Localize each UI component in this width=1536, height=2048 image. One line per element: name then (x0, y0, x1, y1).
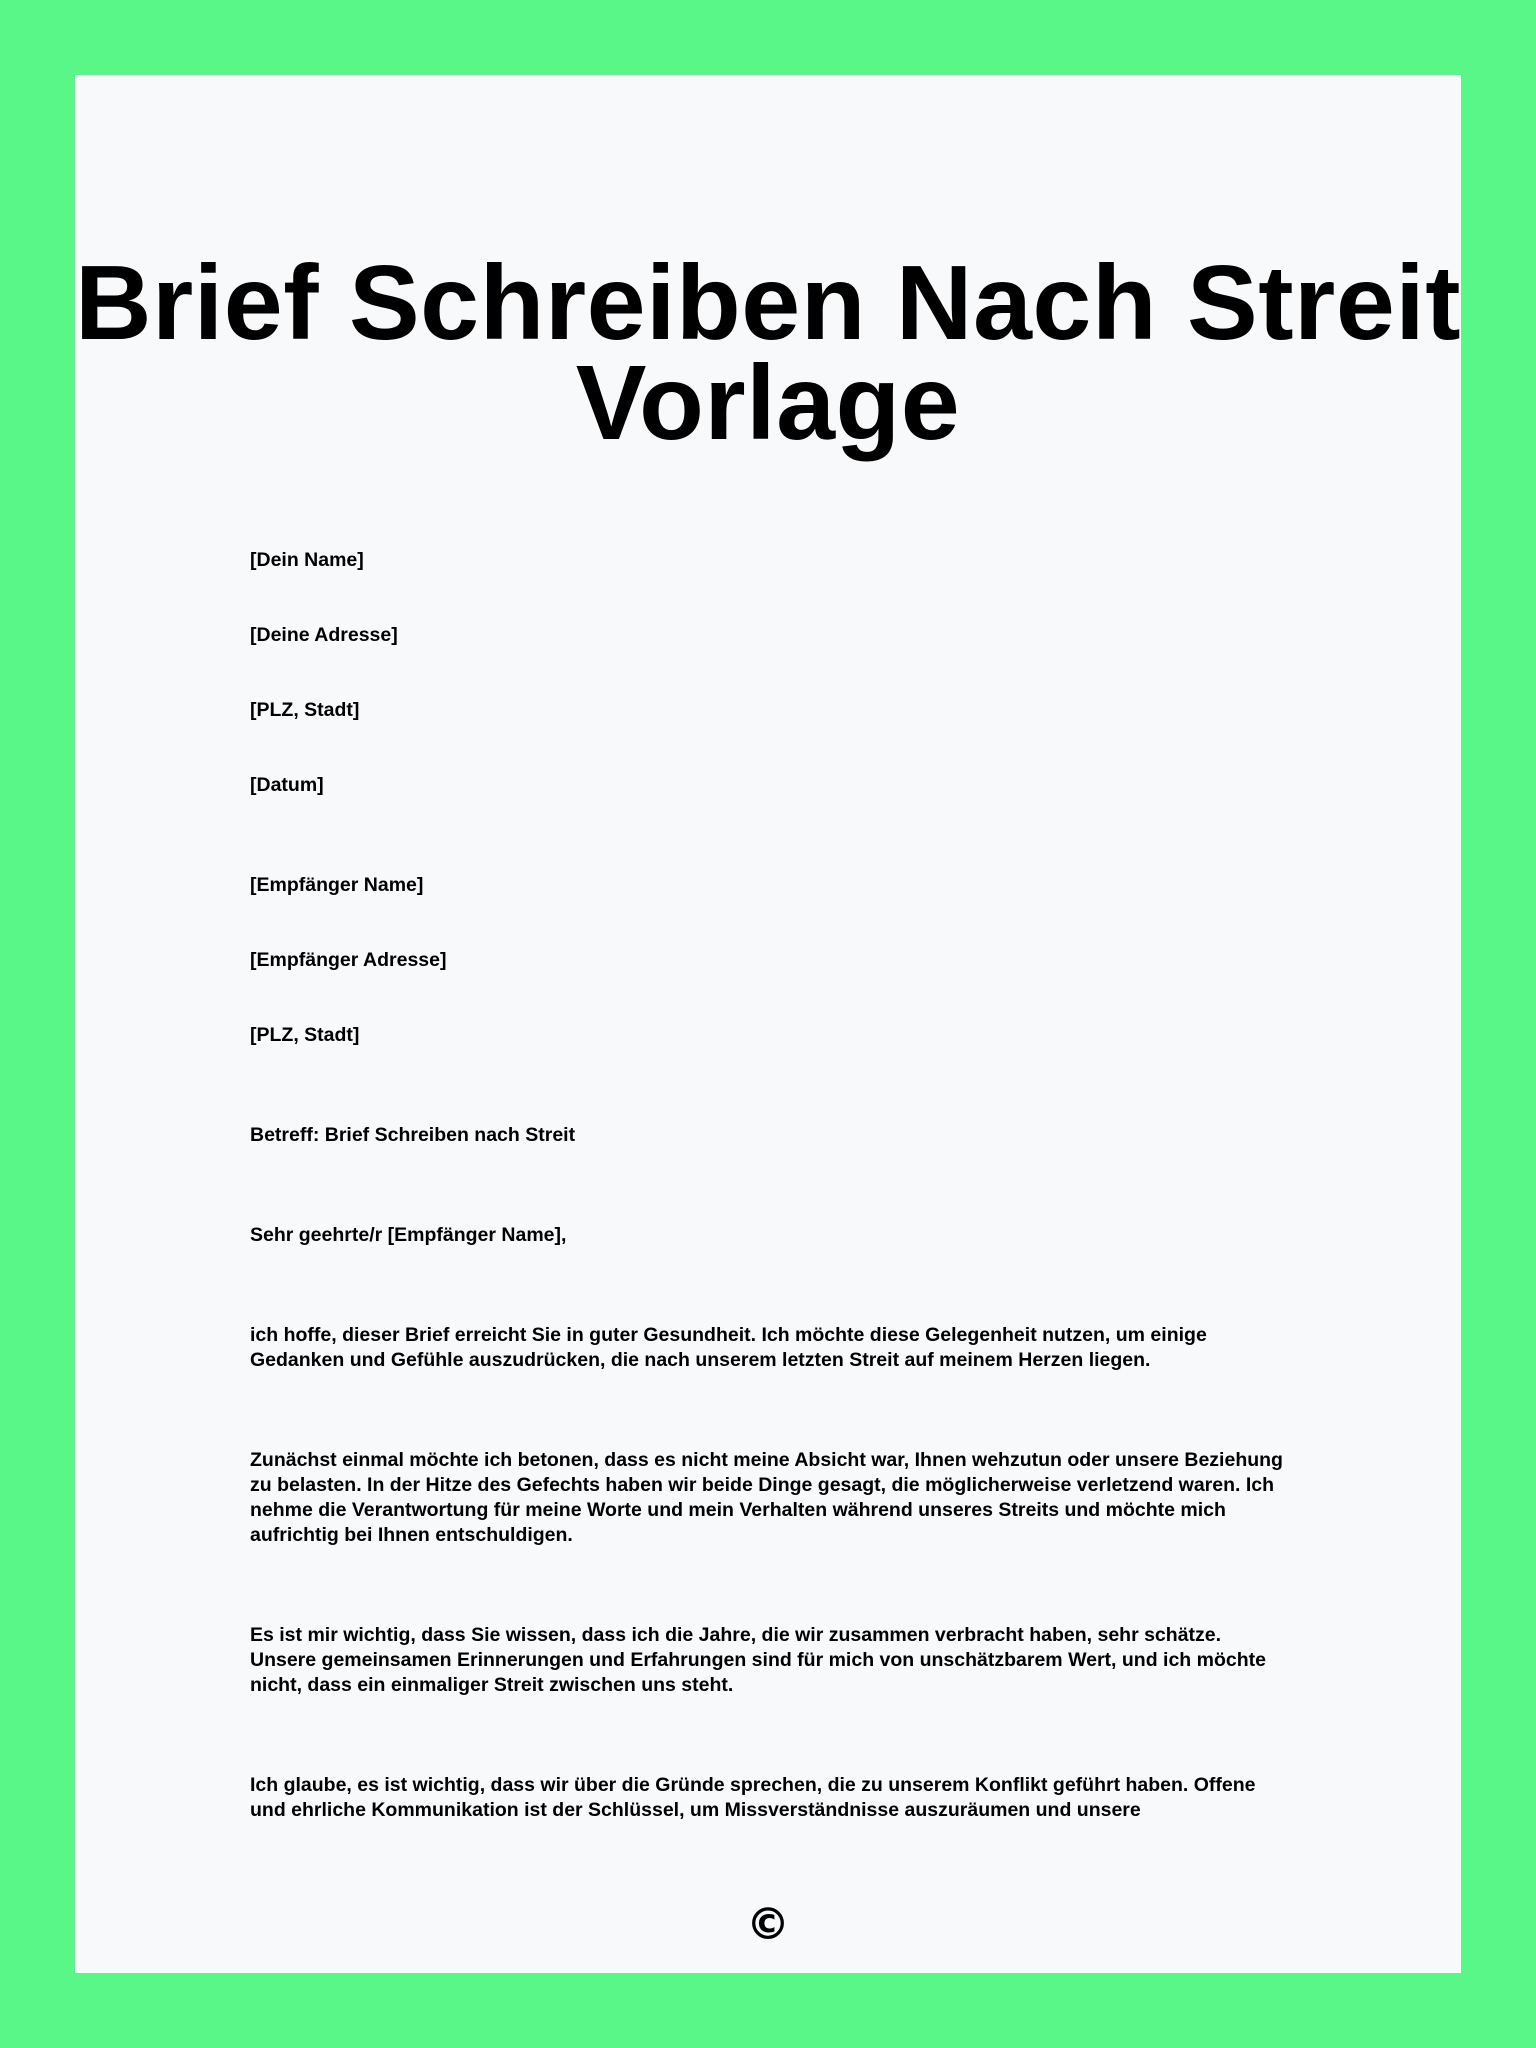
recipient-address: [Empfänger Adresse] (250, 949, 447, 971)
recipient-city: [PLZ, Stadt] (250, 1024, 360, 1046)
document-title: Brief Schreiben Nach Streit Vorlage (75, 244, 1461, 462)
document-page (75, 75, 1461, 1973)
body-paragraph-1: ich hoffe, dieser Brief erreicht Sie in guter Gesundheit. Ich möchte diese Gelegenheit nutzen, um einige Gedanken und Gefühle auszudrücken, die nach unserem letzten Streit auf meinem Herzen liegen. (250, 1324, 1207, 1371)
subject-line: Betreff: Brief Schreiben nach Streit (250, 1124, 576, 1146)
recipient-name: [Empfänger Name] (250, 874, 424, 896)
letter-date: [Datum] (250, 774, 324, 796)
body-paragraph-3: Es ist mir wichtig, dass Sie wissen, dass ich die Jahre, die wir zusammen verbracht haben, sehr schätze. Unsere gemeinsamen Erinnerungen und Erfahrungen sind für mich von unschätzbarem Wert, und ich möchte nicht, dass ein einmaliger Streit zwischen uns steht. (250, 1624, 1266, 1696)
copyright-icon: © (746, 1899, 790, 1950)
sender-city: [PLZ, Stadt] (250, 699, 360, 721)
body-paragraph-4: Ich glaube, es ist wichtig, dass wir über die Gründe sprechen, die zu unserem Konflikt geführt haben. Offene und ehrliche Kommunikation ist der Schlüssel, um Missverständnisse auszuräumen und unsere (250, 1774, 1256, 1821)
sender-name: [Dein Name] (250, 549, 364, 571)
salutation: Sehr geehrte/r [Empfänger Name], (250, 1224, 567, 1246)
body-paragraph-2: Zunächst einmal möchte ich betonen, dass es nicht meine Absicht war, Ihnen wehzutun oder unsere Beziehung zu belasten. In der Hitze des Gefechts haben wir beide Dinge gesagt, die möglicherweise verletzend waren. Ich nehme die Verantwortung für meine Worte und mein Verhalten während unseres Streits und möchte mich aufrichtig bei Ihnen entschuldigen. (250, 1449, 1283, 1546)
sender-address: [Deine Adresse] (250, 624, 398, 646)
